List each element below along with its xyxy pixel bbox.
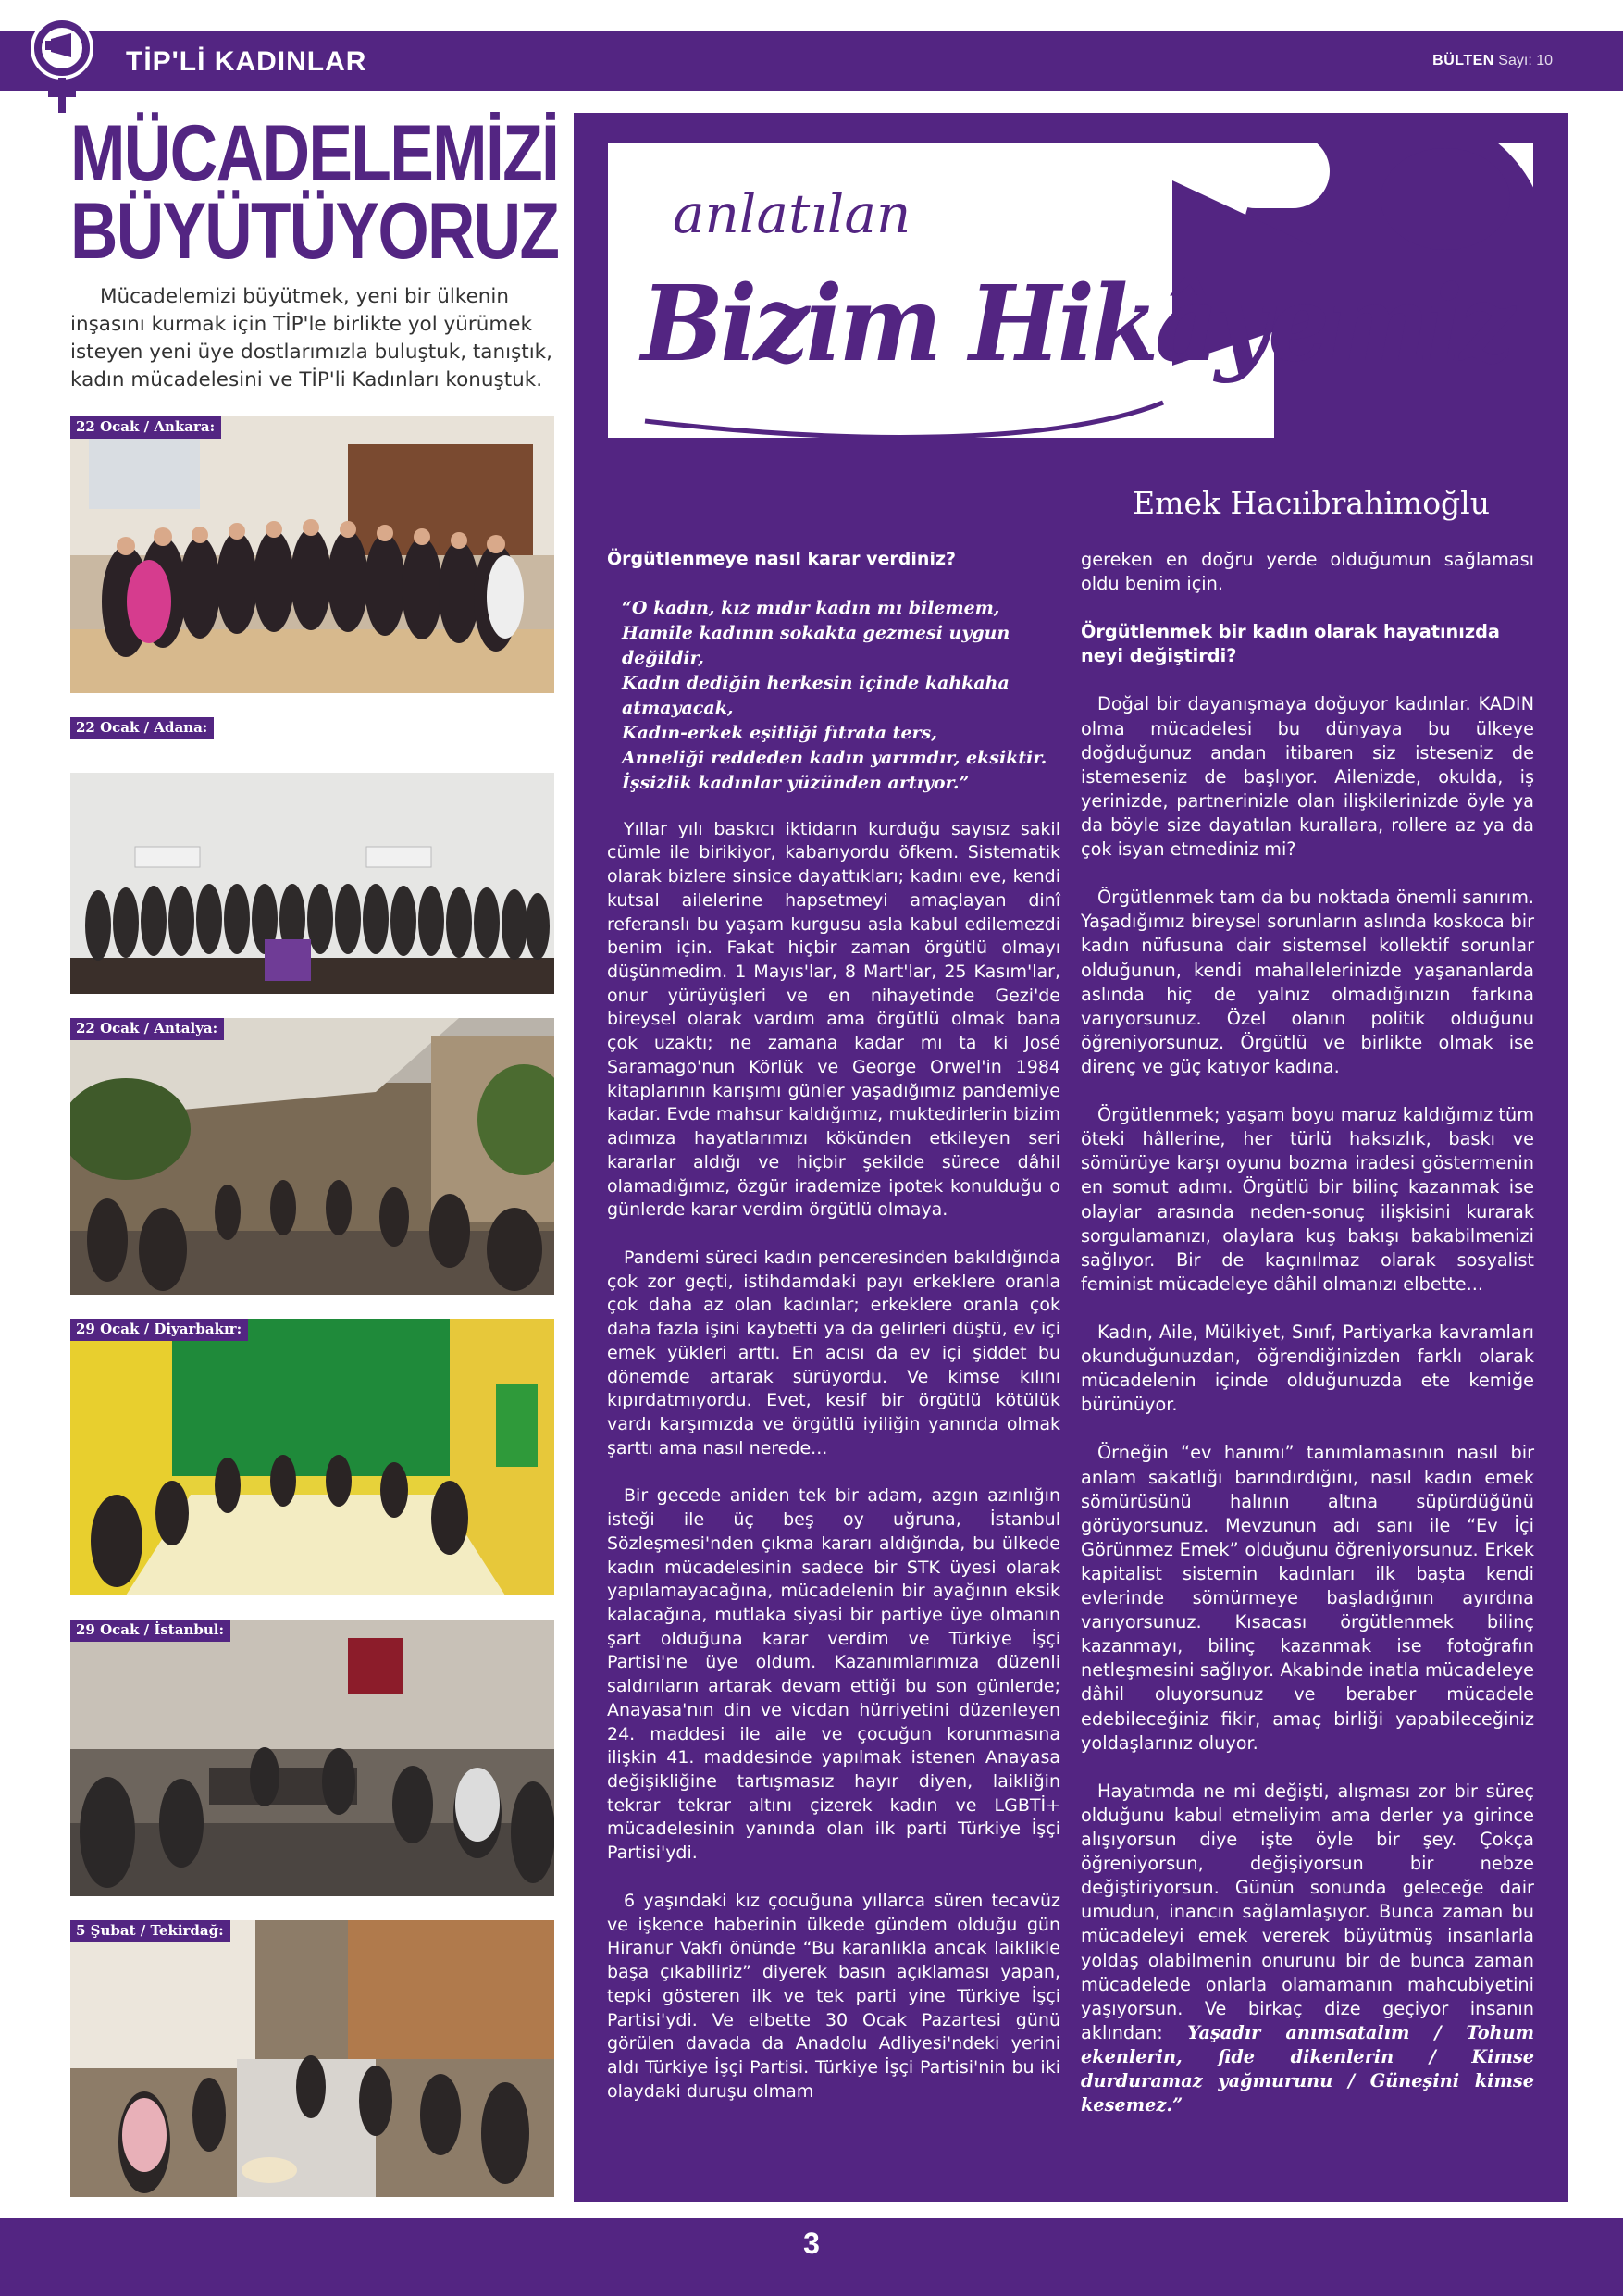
page-footer <box>0 2218 1623 2296</box>
article-column-2 <box>1081 548 1534 2141</box>
group-photo-ankara <box>70 416 554 693</box>
photo-caption-diyarbakir: 29 Ocak / Diyarbakır: <box>70 1319 248 1341</box>
paragraph-text: Hayatımda ne mi değişti, alışması zor bir süreç olduğunu kabul etmeliyim ama derler ya girince alışıyorsun diye işte öyle bir şey. Çokça öğreniyorsun, değişiyorsun bir nebze değiştiriyorsun. Günün sonunda geleceğe dair umudun, inancın sağlamlaşıyor. Bunca zaman bu mücadeleyi emek vererek büyütmüş insanlarla yoldaş olabilmenin onurunu bir de bunca zaman mücadelede onlarla olamamanın mahcubiyetini yaşıyorsun. Ve birkaç dize geçiyor insanın aklından: <box>1081 1780 1534 2043</box>
poem-line: Kadın dediğin herkesin içinde kahkaha atmayacak, <box>622 672 1010 718</box>
group-photo-adana <box>70 717 554 994</box>
page-number: 3 <box>803 2227 820 2260</box>
article-headline: Bizim Hikâyemiz <box>641 264 1512 385</box>
paragraph: Bir gecede aniden tek bir adam, azgın azınlığın isteği ile üç beş oy uğruna, İstanbul Sözleşmesi'nden çıkma kararı aldığında, bu ülkede kadın mücadelesinin sadece bir STK üyesi olarak yapılamayacağına, mücadelenin bir ayağının eksik kalacağına, mutlaka siyasi bir partiye üye olmanın şart olduğuna karar verdim ve Türkiye İşçi Partisi'ne üye oldum. Kazanımlarımıza düzenli saldırıların artarak devam ettiği bu son günlerde; Anayasa'nın din ve vicdan hürriyetini düzenleyen 24. maddesi ile aile ve çocuğun korunmasına ilişkin 41. maddesinde yapılmak istenen Anayasa değişikliğine tartışmasız hayır diyen, laikliğin tekrar tekrar altını çizerek kadın ve LGBTİ+ mücadelesinin yanında olan ilk parti Türkiye İşçi Partisi'ydi. <box>607 1485 1060 1864</box>
poem-line: “O kadın, kız mıdır kadın mı bilemem, <box>622 597 1000 618</box>
issue-number: Sayı: 10 <box>1498 53 1553 68</box>
article-kicker: anlatılan <box>673 182 911 245</box>
quoted-poem <box>607 596 1060 796</box>
poem-line: Hamile kadının sokakta gezmesi uygun değildir, <box>622 622 1010 668</box>
left-title-line2: BÜYÜTÜYORUZ <box>70 187 559 276</box>
left-title-line1: MÜCADELEMİZİ <box>70 109 559 198</box>
paragraph: gereken en doğru yerde olduğumun sağlaması oldu benim için. <box>1081 549 1534 595</box>
closing-paragraph <box>1081 1780 1534 2118</box>
group-photo-diyarbakir <box>70 1319 554 1595</box>
paragraph: Örgütlenmek tam da bu noktada önemli sanırım. Yaşadığımız bireysel sorunların aslında koskoca bir kadın nüfusuna dair sistemsel kollektif sorunlar olduğunun, kendi mahallelerinizde yaşananlarda aslında hiç de yalnız olmadığınızın farkına varıyorsunuz. Özel olanın politik olduğunu öğreniyorsunuz. Örgütlü ve birlikte olmak ise direnç ve güç katıyor kadına. <box>1081 887 1534 1077</box>
paragraph: Örneğin “ev hanımı” tanımlamasının nasıl bir anlam sakatlığı barındırdığını, nasıl kadın emek sömürüsünü halının altına süpürdüğünü görüyorsunuz. Mevzunun adı sanı ile “Ev İçi Görünmez Emek” olduğunu öğreniyorsunuz. Erkek kapitalist sistemin kadınları ilk başta kendi evlerinde sömürmeye başladığının ayırdına varıyorsunuz. Kısacası örgütlenmek bilinç kazanmayı, bilinç kazanmak ise fotoğrafın netleşmesini sağlıyor. Akabinde inatla mücadeleye dâhil oluyorsunuz ve beraber mücadele edebileceğiniz fikir, amaç birliği yapabileceğiniz yoldaşlarınız oluyor. <box>1081 1442 1534 1754</box>
group-photo-istanbul <box>70 1620 554 1896</box>
photo-caption-adana: 22 Ocak / Adana: <box>70 717 214 739</box>
group-photo-tekirdag <box>70 1920 554 2197</box>
left-title <box>70 109 570 276</box>
group-photo-antalya <box>70 1018 554 1295</box>
article-column-1 <box>607 548 1060 2128</box>
page-header <box>0 31 1623 91</box>
question-1: Örgütlenmeye nasıl karar verdiniz? <box>607 549 957 569</box>
photo-antalya <box>70 1018 554 1295</box>
article-author: Emek Hacıibrahimoğlu <box>1133 485 1490 521</box>
paragraph: Doğal bir dayanışmaya doğuyor kadınlar. KADIN olma mücadelesi bu dünyaya bu ülkeye doğduğunuz andan itibaren siz isteseniz de istemeseniz de başlıyor. Ailenizde, okulda, iş yerinizde, partnerinizle olan ilişkilerinizde öyle ya da böyle size dayatılan kurallara, rollere az ya da çok isyan etmediniz mi? <box>1081 693 1534 861</box>
brand-name: TİP'Lİ KADINLAR <box>126 46 367 77</box>
photo-adana <box>70 717 554 994</box>
paragraph: Pandemi süreci kadın penceresinden bakıldığında çok zor geçti, istihdamdaki payı erkeklere oranla çok daha az olan kadınlar; erkeklere oranla çok daha fazla işini kaybetti ya da gelirleri düştü, ev içi emek yükleri arttı. En acısı da ev içi şiddet bu dönemde artarak sürüyordu. Ve kimse kılını kıpırdatmıyordu. Evet, kesif bir örgütlü kötülük vardı karşımızda ve örgütlü iyiliğin yanında olmak şarttı ama nasıl nerede... <box>607 1247 1060 1458</box>
article-banner <box>608 143 1533 438</box>
photo-caption-istanbul: 29 Ocak / İstanbul: <box>70 1620 230 1642</box>
photo-caption-antalya: 22 Ocak / Antalya: <box>70 1018 224 1040</box>
paragraph: Yıllar yılı baskıcı iktidarın kurduğu sayısız sakil cümle ile birikiyor, kabarıyordu öfkem. Sistematik olarak bizlere sinsice dayattıkları; kadını eve, kendi kutsal ailelerine hapsetmeyi amaçlayan dinî referanslı bu yaşam kurgusu asla kabul edilemezdi benim için. Fakat hiçbir zaman örgütlü olmayı düşünmedim. 1 Mayıs'lar, 8 Mart'lar, 25 Kasım'lar, onur yürüyüşleri ve en nihayetinde Gezi'de bireysel olarak vardım ama örgütlü olmak bana çok uzaktı; ne zamana kadar mı ta ki José Saramago'nun Körlük ve George Orwel'in 1984 kitaplarının karışımı günler yaşadığımız pandemiye kadar. Evde mahsur kaldığımız, muktedirlerin bizim adımıza hayatlarımızı kökünden etkileyen seri kararlar aldığı ve hiçbir şekilde sürece dâhil olamadığımız, özgür irademize ipotek konulduğu o günlerde karar verdim örgütlü olmaya. <box>607 818 1060 1221</box>
bulletin-label: BÜLTEN <box>1432 53 1494 68</box>
photo-ankara <box>70 416 554 693</box>
poem-line: Kadın-erkek eşitliği fıtrata ters, <box>622 722 937 743</box>
poem-line: Anneliği reddeden kadın yarımdır, eksiktir. <box>622 747 1047 768</box>
photo-caption-tekirdag: 5 Şubat / Tekirdağ: <box>70 1920 230 1942</box>
photo-tekirdag <box>70 1920 554 2197</box>
article-panel <box>574 113 1568 2202</box>
photo-caption-ankara: 22 Ocak / Ankara: <box>70 416 221 439</box>
photo-diyarbakir <box>70 1319 554 1595</box>
paragraph: 6 yaşındaki kız çocuğuna yıllarca süren tecavüz ve işkence haberinin ülkede gündem olduğu gün Hiranur Vakfı önünde “Bu karanlıkla ancak laiklikle başa çıkabiliriz” diyerek basın açıklaması yapan, tepki gösteren ilk ve tek parti yine Türkiye İşçi Partisi'ydi. Ve elbette 30 Ocak Pazartesi günü görülen davada da Anadolu Adliyesi'ndeki yerini aldı Türkiye İşçi Partisi. Türkiye İşçi Partisi'nin bu iki olaydaki duruşu olmam <box>607 1890 1060 2102</box>
paragraph: Örgütlenmek; yaşam boyu maruz kaldığımız tüm öteki hâllerine, her türlü haksızlık, baskı ve sömürüye karşı oyunu bozma iradesi göstermenin en somut adımı. Örgütlü bir bilinç kazanmak ise olaylar arasında neden-sonuç ilişkisini kurarak sorgulamanızı, olaylara kuş bakışı bakabilmenizi sağlıyor. Bir de kaçınılmaz olarak sosyalist feminist mücadeleye dâhil olmanızı elbette... <box>1081 1104 1534 1295</box>
photo-istanbul <box>70 1620 554 1896</box>
question-2: Örgütlenmek bir kadın olarak hayatınızda neyi değiştirdi? <box>1081 621 1500 667</box>
issue-info <box>1432 31 1553 91</box>
venus-megaphone-icon <box>20 11 104 118</box>
closing-verse: Yaşadır anımsatalım / Tohum ekenlerin, fide dikenlerin / Kimse durduramaz yağmurunu / Güneşini kimse kesemez.” <box>1081 2021 1534 2116</box>
paragraph: Kadın, Aile, Mülkiyet, Sınıf, Partiyarka kavramları okunduğunuzdan, öğrendiğinizden farklı olarak mücadelenin içinde olduğunuzda ete kemiğe bürünüyor. <box>1081 1321 1534 1416</box>
poem-line: İşsizlik kadınlar yüzünden artıyor.” <box>622 772 970 793</box>
left-intro: Mücadelemizi büyütmek, yeni bir ülkenin inşasını kurmak için TİP'le birlikte yol yürümek isteyen yeni üye dostlarımızla buluştuk, tanıştık, kadın mücadelesini ve TİP'li Kadınları konuştuk. <box>70 285 552 391</box>
